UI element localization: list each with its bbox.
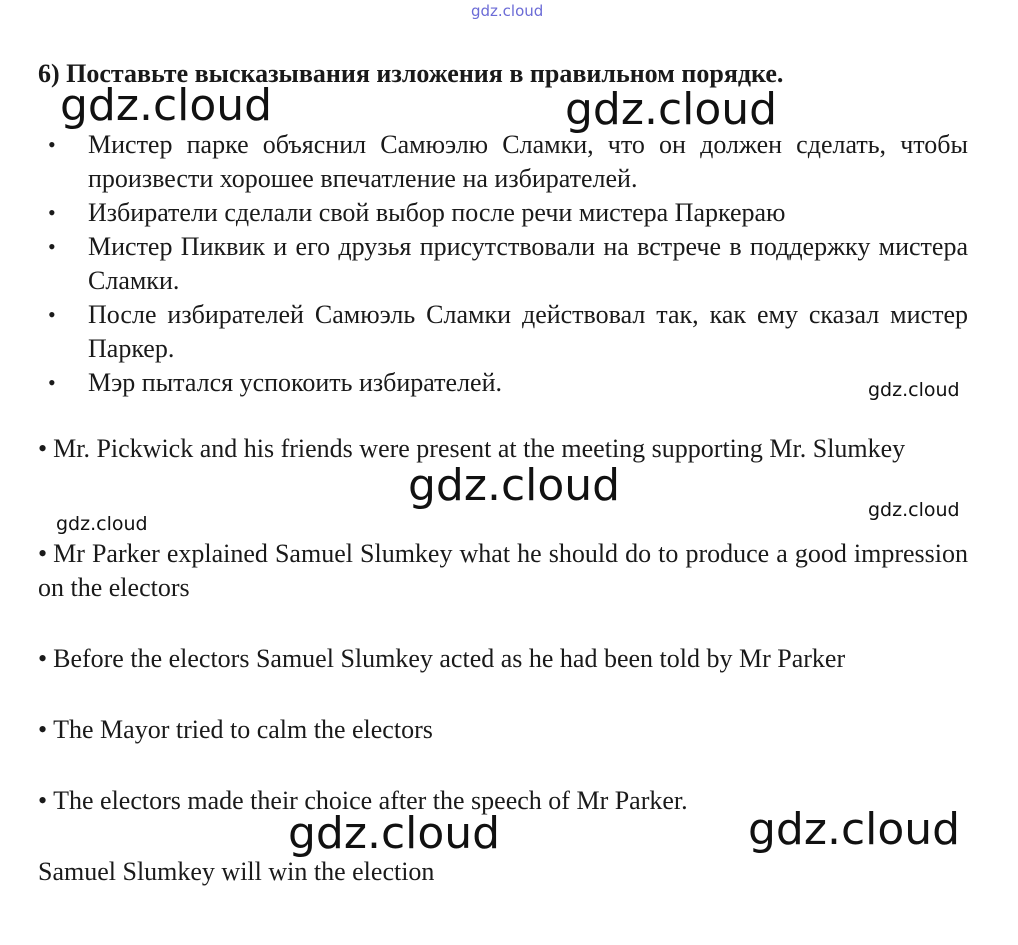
russian-statements-list (40, 128, 968, 400)
english-statement-text: Before the electors Samuel Slumkey acted as he had been told by Mr Parker (53, 644, 846, 673)
english-statement-2 (38, 537, 968, 605)
russian-statement: • Мистер парке объяснил Самюэлю Сламки, что он должен сделать, чтобы произвести хорошее впечатление на избирателей. (40, 128, 968, 196)
english-statement-text: The Mayor tried to calm the electors (53, 715, 433, 744)
bullet-glyph: • (38, 539, 48, 568)
english-statement-text: Mr. Pickwick and his friends were present at the meeting supporting Mr. Slumkey (53, 434, 906, 463)
task-heading: 6) Поставьте высказывания изложения в правильном порядке. (38, 59, 784, 88)
watermark: gdz.cloud (868, 379, 960, 401)
watermark: gdz.cloud (868, 499, 960, 521)
watermark: gdz.cloud (748, 804, 961, 855)
bullet-glyph: • (38, 644, 48, 673)
watermark: gdz.cloud (408, 460, 621, 511)
english-statement-3 (38, 642, 968, 676)
bullet-glyph: • (38, 786, 48, 815)
english-statement-4 (38, 713, 968, 747)
watermark: gdz.cloud (60, 80, 273, 131)
russian-statement: • После избирателей Самюэль Сламки действовал так, как ему сказал мистер Паркер. (40, 298, 968, 366)
russian-statement: • Мистер Пиквик и его друзья присутствовали на встрече в поддержку мистера Сламки. (40, 230, 968, 298)
bullet-glyph: • (38, 434, 48, 463)
watermark: gdz.cloud (288, 808, 501, 859)
russian-statement: • Избиратели сделали свой выбор после речи мистера Паркераю (40, 196, 968, 230)
bullet-glyph: • (38, 715, 48, 744)
watermark: gdz.cloud (56, 513, 148, 535)
watermark-top: gdz.cloud (471, 2, 544, 20)
english-statement-text: The electors made their choice after the speech of Mr Parker. (53, 786, 688, 815)
watermark: gdz.cloud (565, 84, 778, 135)
russian-statement: • Мэр пытался успокоить избирателей. (40, 366, 968, 400)
conclusion-text: Samuel Slumkey will win the election (38, 857, 435, 886)
english-statement-text: Mr Parker explained Samuel Slumkey what he should do to produce a good impression on the electors (38, 539, 968, 602)
